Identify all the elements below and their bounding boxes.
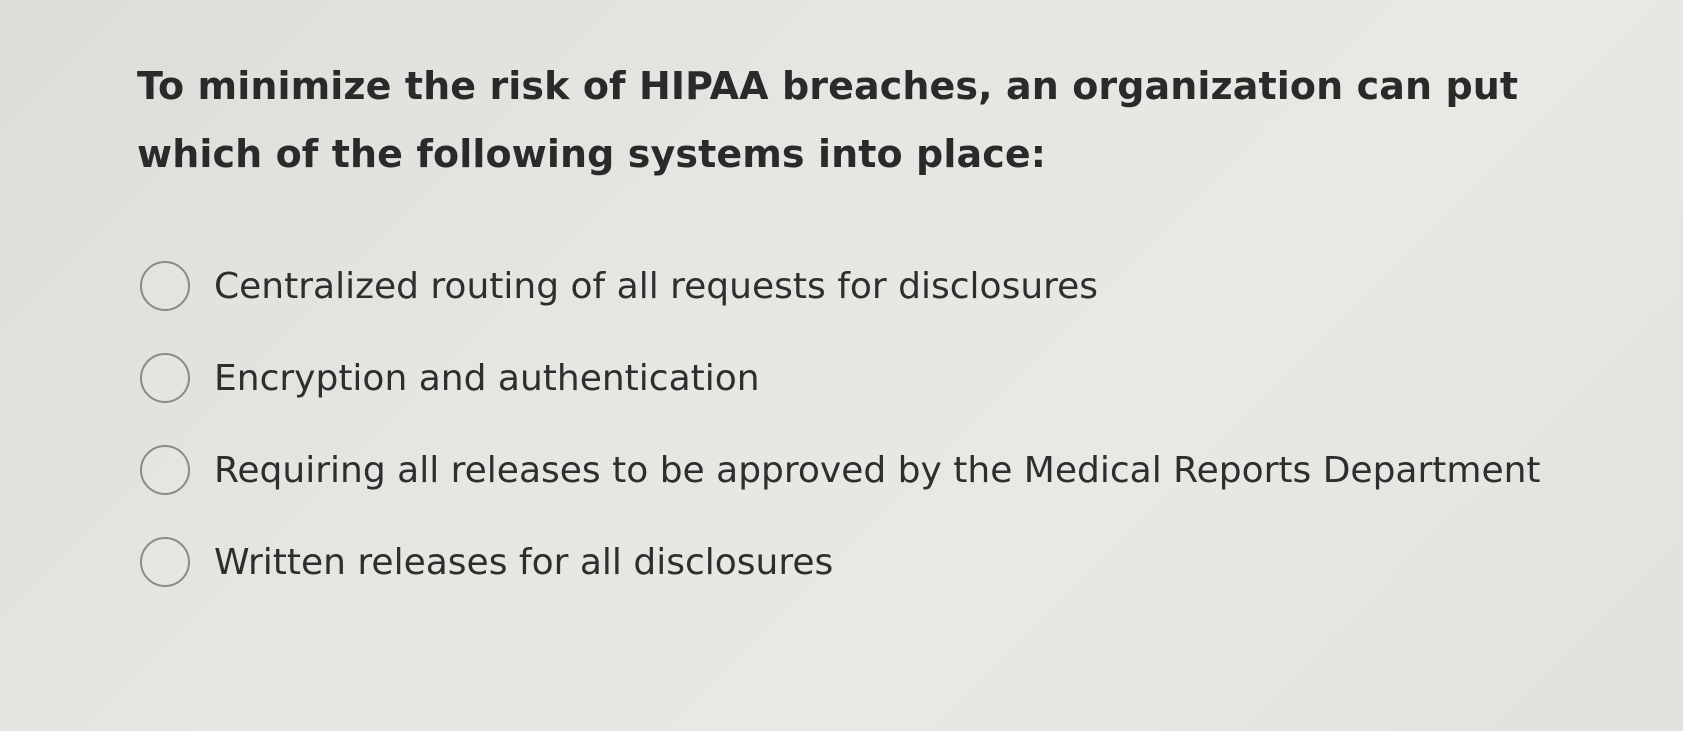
answer-option-label[interactable]: Centralized routing of all requests for disclosures xyxy=(214,265,1099,307)
radio-button[interactable] xyxy=(140,445,190,495)
answer-option[interactable] xyxy=(140,354,1620,402)
answer-option-label[interactable]: Written releases for all disclosures xyxy=(214,541,834,583)
answer-option-label[interactable]: Encryption and authentication xyxy=(214,357,760,399)
answer-options xyxy=(140,262,1620,630)
answer-option[interactable] xyxy=(140,538,1620,586)
radio-button[interactable] xyxy=(140,353,190,403)
answer-option-label[interactable]: Requiring all releases to be approved by the Medical Reports Department xyxy=(214,449,1541,491)
question-text: To minimize the risk of HIPAA breaches, an organization can put which of the following systems into place: xyxy=(137,64,1519,176)
radio-button[interactable] xyxy=(140,261,190,311)
answer-option[interactable] xyxy=(140,262,1620,310)
radio-button[interactable] xyxy=(140,537,190,587)
answer-option[interactable] xyxy=(140,446,1620,494)
